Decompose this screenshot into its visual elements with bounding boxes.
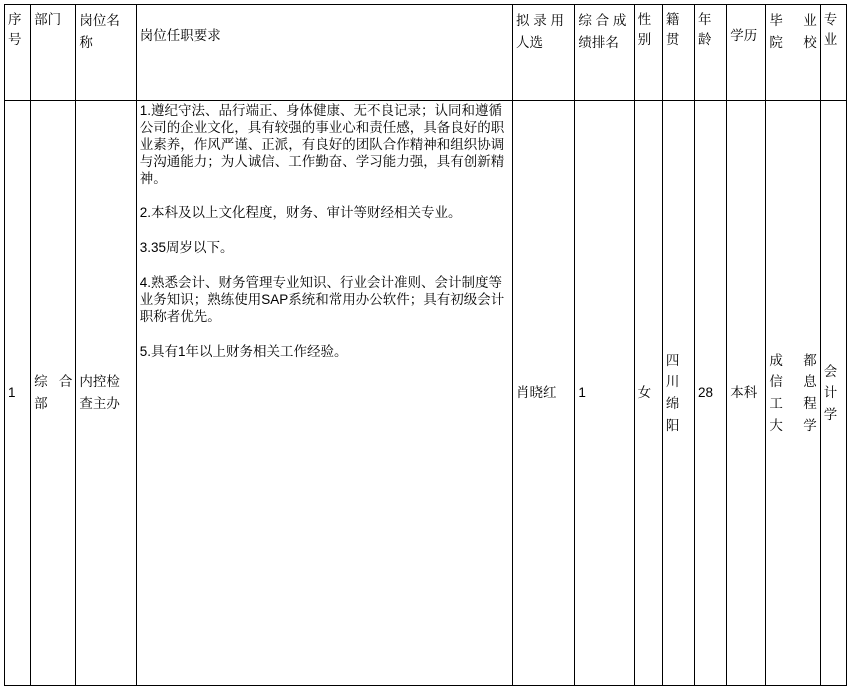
header-position-name: 岗位名 称 [76,5,136,101]
table-row [5,101,847,686]
header-department: 部门 [31,5,76,101]
cell-candidate: 肖晓红 [512,101,574,686]
cell-score-rank: 1 [575,101,634,686]
header-native-place: 籍 贯 [662,5,694,101]
requirement-item: 3.35周岁以下。 [139,240,234,256]
header-education: 学历 [727,5,766,101]
header-major: 专 业 [820,5,846,101]
cell-age: 28 [695,101,727,686]
cell-native-place: 四 川 绵 阳 [662,101,694,686]
header-school: 毕 业 院校 [766,5,820,101]
cell-gender: 女 [634,101,662,686]
requirement-item: 5.具有1年以上财务相关工作经验。 [139,343,348,359]
cell-major: 会 计 学 [820,101,846,686]
requirement-item: 1.遵纪守法、品行端正、身体健康、无不良记录；认同和遵循公司的企业文化，具有较强的事业心和责任感，具备良好的职业素养，作风严谨、正派，有良好的团队合作精神和组织协调与沟通能力；为人诚信、工作勤奋、学习能力强，具有创新精神。 [139,103,505,186]
requirement-item: 4.熟悉会计、财务管理专业知识、行业会计准则、会计制度等业务知识；熟练使用SAP系统和常用办公软件；具有初级会计职称者优先。 [139,275,505,324]
header-seq: 序 号 [5,5,31,101]
cell-education: 本科 [727,101,766,686]
cell-seq: 1 [5,101,31,686]
header-score-rank: 综 合 成 绩排名 [575,5,634,101]
header-gender: 性 别 [634,5,662,101]
cell-requirements [136,101,512,686]
cell-department: 综 合 部 [31,101,76,686]
requirement-item: 2.本科及以上文化程度，财务、审计等财经相关专业。 [139,205,462,221]
header-requirements: 岗位任职要求 [136,5,512,101]
header-candidate: 拟 录 用 人选 [512,5,574,101]
header-age: 年 龄 [695,5,727,101]
cell-school: 成 都 信 息 工 程 大学 [766,101,820,686]
table-header-row [5,5,847,101]
cell-position-name: 内控检 查主办 [76,101,136,686]
recruitment-table [4,4,847,686]
